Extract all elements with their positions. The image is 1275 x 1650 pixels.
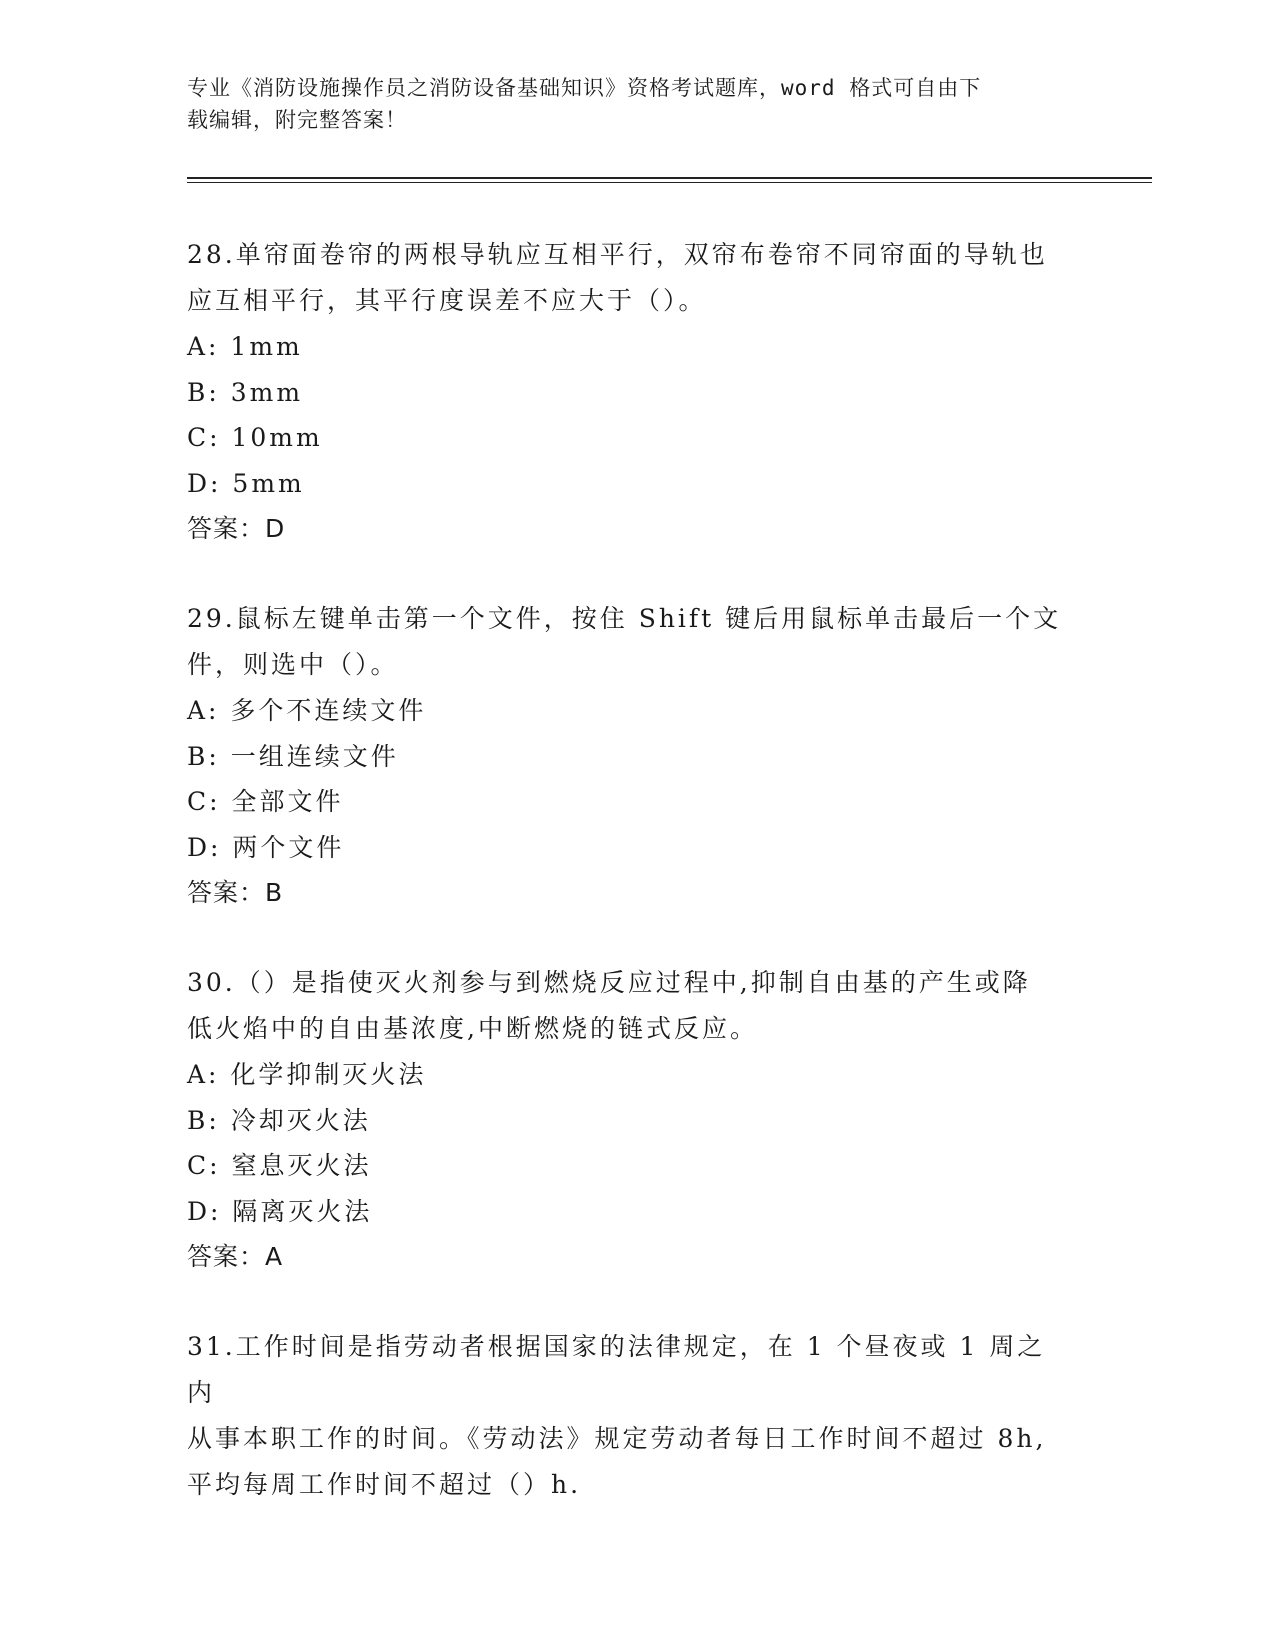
option-b: B: 3mm	[187, 377, 304, 407]
question-text-line: 31.工作时间是指劳动者根据国家的法律规定，在 1 个昼夜或 1 周之内	[187, 1332, 1046, 1407]
header-line-1: 专业《消防设施操作员之消防设备基础知识》资格考试题库，word 格式可自由下	[187, 76, 982, 100]
answer-label: 答案：A	[187, 1242, 284, 1271]
option-d: D: 隔离灭火法	[187, 1196, 373, 1226]
answer-label: 答案：D	[187, 514, 286, 543]
option-c: C: 10mm	[187, 423, 323, 452]
option-d: D: 两个文件	[187, 832, 345, 862]
question-30	[187, 960, 1067, 1279]
option-a: A: 化学抑制灭火法	[187, 1060, 427, 1089]
option-a: A: 多个不连续文件	[187, 696, 427, 725]
answer-label: 答案：B	[187, 878, 284, 907]
question-text-line: 件，则选中（）。	[187, 650, 399, 679]
header-line-2: 载编辑，附完整答案！	[187, 108, 407, 132]
question-31	[187, 1324, 1067, 1508]
option-c: C: 全部文件	[187, 787, 344, 816]
question-29	[187, 596, 1067, 915]
question-text-line: 30.（）是指使灭火剂参与到燃烧反应过程中,抑制自由基的产生或降	[187, 968, 1031, 997]
question-text-line: 从事本职工作的时间。《劳动法》规定劳动者每日工作时间不超过 8h,	[187, 1424, 1047, 1453]
document-header	[187, 72, 1067, 136]
option-c: C: 窒息灭火法	[187, 1151, 372, 1180]
question-text-line: 低火焰中的自由基浓度,中断燃烧的链式反应。	[187, 1014, 758, 1043]
header-divider-thick	[187, 177, 1152, 179]
question-text-line: 应互相平行，其平行度误差不应大于（）。	[187, 286, 707, 315]
question-text-line: 平均每周工作时间不超过（）h.	[187, 1470, 582, 1499]
option-b: B: 冷却灭火法	[187, 1105, 371, 1135]
option-b: B: 一组连续文件	[187, 741, 399, 771]
header-divider-thin	[187, 182, 1152, 183]
question-text-line: 29.鼠标左键单击第一个文件，按住 Shift 键后用鼠标单击最后一个文	[187, 604, 1062, 633]
question-28	[187, 232, 1067, 551]
option-d: D: 5mm	[187, 468, 305, 498]
option-a: A: 1mm	[187, 332, 303, 361]
question-text-line: 28.单帘面卷帘的两根导轨应互相平行，双帘布卷帘不同帘面的导轨也	[187, 240, 1048, 269]
